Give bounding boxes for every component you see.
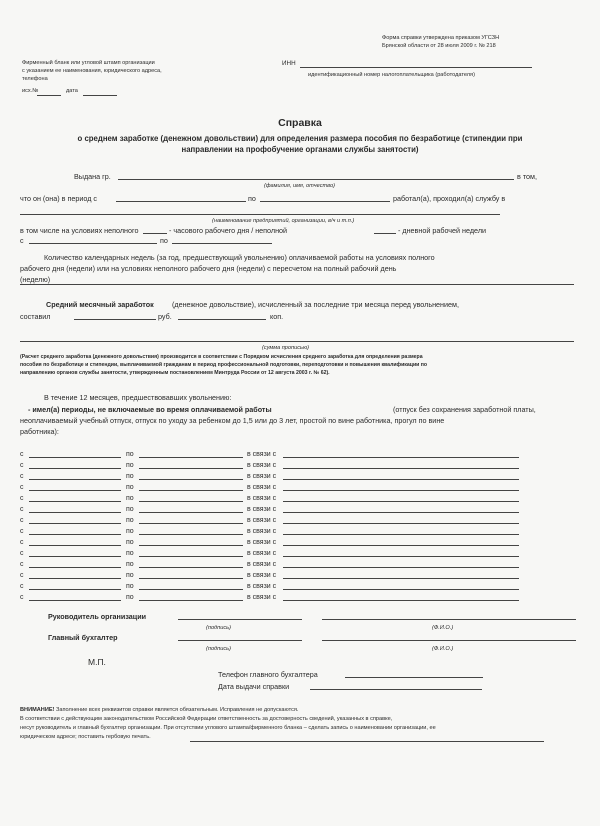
period-row-to-field[interactable] xyxy=(139,589,243,590)
approval-line-1: Форма справки утверждена приказом УГСЗН xyxy=(382,35,500,41)
kopecks-label: коп. xyxy=(270,312,284,321)
period-row-from-field[interactable] xyxy=(29,534,121,535)
periods-label-2: неоплачиваемый учебный отпуск, отпуск по уходу за ребенком до 1,5 или до 3 лет, простой по вине работника, прогул по вине xyxy=(20,416,445,425)
issue-date-field[interactable] xyxy=(310,689,482,690)
period-row-from-field[interactable] xyxy=(29,468,121,469)
period-row-reason-label: в связи с xyxy=(247,550,277,557)
period-row-from-field[interactable] xyxy=(29,523,121,524)
organization-field[interactable] xyxy=(20,214,500,215)
period-row-to-field[interactable] xyxy=(139,567,243,568)
stamp-line-3: телефона xyxy=(22,76,48,82)
fio-field[interactable] xyxy=(118,179,514,180)
period-row-from-label: с xyxy=(20,451,24,458)
accountant-fio-caption: (Ф.И.О.) xyxy=(432,646,454,652)
accountant-signature-caption: (подпись) xyxy=(206,646,231,652)
outgoing-number-field[interactable] xyxy=(37,95,61,96)
period-row-reason-label: в связи с xyxy=(247,473,277,480)
period-row-from-field[interactable] xyxy=(29,501,121,502)
partial-from-label: с xyxy=(20,236,24,245)
partial-to-field[interactable] xyxy=(172,243,272,244)
period-to-label: по xyxy=(248,194,256,203)
period-row-reason-label: в связи с xyxy=(247,528,277,535)
issued-to-label: Выдана гр. xyxy=(74,172,111,181)
head-fio-caption: (Ф.И.О.) xyxy=(432,625,454,631)
inn-field[interactable] xyxy=(300,67,532,68)
inn-caption: идентификационный номер налогоплательщика (работодателя) xyxy=(308,72,475,78)
period-row-from-field[interactable] xyxy=(29,578,121,579)
period-to-field[interactable] xyxy=(260,201,390,202)
period-row-to-label: по xyxy=(126,594,134,601)
period-row-reason-field[interactable] xyxy=(283,545,519,546)
period-row-from-label: с xyxy=(20,495,24,502)
period-row-to-label: по xyxy=(126,495,134,502)
period-row-reason-label: в связи с xyxy=(247,484,277,491)
period-row-from-label: с xyxy=(20,473,24,480)
head-signature-field[interactable] xyxy=(178,619,302,620)
period-row-to-label: по xyxy=(126,484,134,491)
period-from-field[interactable] xyxy=(116,201,246,202)
partial-label-1: в том числе на условиях неполного xyxy=(20,226,139,235)
rubles-label: руб. xyxy=(158,312,172,321)
period-row-reason-field[interactable] xyxy=(283,600,519,601)
document-subtitle-line-2: направлении на профобучение органами службы занятости) xyxy=(181,145,419,154)
period-row-reason-field[interactable] xyxy=(283,512,519,513)
accountant-fio-field[interactable] xyxy=(322,640,576,641)
period-row-reason-label: в связи с xyxy=(247,506,277,513)
partial-label-3: - дневной рабочей недели xyxy=(398,226,487,235)
rubles-field[interactable] xyxy=(74,319,156,320)
kopecks-field[interactable] xyxy=(178,319,266,320)
stamp-line-2: с указанием ее наименования, юридического адреса, xyxy=(22,68,162,74)
partial-from-field[interactable] xyxy=(29,243,157,244)
worked-label: работал(а), проходил(а) службу в xyxy=(393,194,506,203)
period-row-to-label: по xyxy=(126,583,134,590)
period-row-to-field[interactable] xyxy=(139,490,243,491)
period-row-from-label: с xyxy=(20,484,24,491)
period-row-from-label: с xyxy=(20,572,24,579)
period-row-reason-label: в связи с xyxy=(247,583,277,590)
period-row-to-field[interactable] xyxy=(139,534,243,535)
calc-note-3: направлению органов службы занятости, утвержденным постановлением Минтруда России от 12 августа 2003 г. № 62). xyxy=(20,370,330,376)
partial-hours-field[interactable] xyxy=(143,233,167,234)
amount-words-caption: (сумма прописью) xyxy=(262,345,310,351)
weeks-text-1: Количество календарных недель (за год, предшествующий увольнению) оплачиваемой работы на условиях полного xyxy=(44,253,435,262)
fio-caption: (фамилия, имя, отчество) xyxy=(264,183,335,189)
footer-org-note-field[interactable] xyxy=(190,741,544,742)
period-row-to-field[interactable] xyxy=(139,578,243,579)
period-row-reason-field[interactable] xyxy=(283,567,519,568)
period-row-reason-label: в связи с xyxy=(247,451,277,458)
period-row-reason-field[interactable] xyxy=(283,501,519,502)
period-row-to-label: по xyxy=(126,451,134,458)
period-row-to-label: по xyxy=(126,561,134,568)
period-row-to-field[interactable] xyxy=(139,457,243,458)
period-row-to-label: по xyxy=(126,517,134,524)
period-row-from-label: с xyxy=(20,462,24,469)
period-row-reason-field[interactable] xyxy=(283,534,519,535)
document-title: Справка xyxy=(278,117,322,129)
period-row-from-field[interactable] xyxy=(29,556,121,557)
period-row-to-field[interactable] xyxy=(139,523,243,524)
period-row-to-label: по xyxy=(126,473,134,480)
weeks-text-2: рабочего дня (недели) или на условиях неполного рабочего дня (недели) с пересчетом на полный рабочий день xyxy=(20,264,397,273)
period-row-reason-field[interactable] xyxy=(283,523,519,524)
period-row-reason-label: в связи с xyxy=(247,572,277,579)
period-row-to-label: по xyxy=(126,528,134,535)
footer-line-1-text: Заполнение всех реквизитов справки является обязательным. Исправления не допускаются. xyxy=(54,707,299,713)
period-row-reason-label: в связи с xyxy=(247,517,277,524)
organization-caption: (наименование предприятий, организации, в/ч и т.п.) xyxy=(212,218,355,224)
weeks-field[interactable] xyxy=(20,284,574,285)
period-row-from-label: с xyxy=(20,594,24,601)
avg-salary-label: Средний месячный заработок xyxy=(46,300,154,309)
partial-label-2: - часового рабочего дня / неполной xyxy=(169,226,288,235)
weeks-text-3: (неделю) xyxy=(20,275,51,284)
period-row-to-field[interactable] xyxy=(139,545,243,546)
document-subtitle-line-1: о среднем заработке (денежном довольствии) для определения размера пособия по безработице (стипендии при xyxy=(77,134,523,143)
avg-salary-text: (денежное довольствие), исчисленный за последние три месяца перед увольнением, xyxy=(172,300,459,309)
head-fio-field[interactable] xyxy=(322,619,576,620)
period-row-reason-label: в связи с xyxy=(247,561,277,568)
period-row-from-field[interactable] xyxy=(29,479,121,480)
stamp-line-1: Фирменный бланк или угловой штамп организации xyxy=(22,60,155,66)
amount-words-field[interactable] xyxy=(20,341,574,342)
date-label: дата xyxy=(66,88,78,94)
period-row-reason-label: в связи с xyxy=(247,462,277,469)
outgoing-number-label: исх.№ xyxy=(22,88,39,94)
period-row-to-label: по xyxy=(126,572,134,579)
period-row-reason-field[interactable] xyxy=(283,468,519,469)
phone-field[interactable] xyxy=(345,677,483,678)
head-label: Руководитель организации xyxy=(48,612,147,621)
approval-line-2: Брянской области от 28 июля 2009 г. № 218 xyxy=(382,43,496,49)
date-field[interactable] xyxy=(83,95,117,96)
period-row-reason-field[interactable] xyxy=(283,479,519,480)
period-row-reason-label: в связи с xyxy=(247,495,277,502)
period-row-reason-label: в связи с xyxy=(247,539,277,546)
period-row-reason-label: в связи с xyxy=(247,594,277,601)
amount-label: составил xyxy=(20,312,51,321)
he-she-label: в том, xyxy=(517,172,537,181)
phone-label: Телефон главного бухгалтера xyxy=(218,670,318,679)
inn-label: ИНН xyxy=(282,60,296,67)
periods-label-rest: (отпуск без сохранения заработной платы, xyxy=(393,405,536,414)
period-row-from-label: с xyxy=(20,561,24,568)
period-row-from-label: с xyxy=(20,506,24,513)
issue-date-label: Дата выдачи справки xyxy=(218,682,290,691)
period-row-to-field[interactable] xyxy=(139,479,243,480)
period-row-to-field[interactable] xyxy=(139,556,243,557)
period-row-to-label: по xyxy=(126,462,134,469)
period-row-reason-field[interactable] xyxy=(283,556,519,557)
period-row-from-field[interactable] xyxy=(29,567,121,568)
partial-days-field[interactable] xyxy=(374,233,396,234)
period-row-reason-field[interactable] xyxy=(283,490,519,491)
periods-label-3: работника): xyxy=(20,427,59,436)
period-row-from-field[interactable] xyxy=(29,600,121,601)
period-row-to-field[interactable] xyxy=(139,600,243,601)
period-row-from-field[interactable] xyxy=(29,457,121,458)
period-row-to-label: по xyxy=(126,550,134,557)
attention-label: ВНИМАНИЕ! xyxy=(20,707,55,713)
period-label: что он (она) в период с xyxy=(20,194,98,203)
period-row-from-field[interactable] xyxy=(29,512,121,513)
period-row-from-label: с xyxy=(20,550,24,557)
accountant-label: Главный бухгалтер xyxy=(48,633,118,642)
period-row-from-field[interactable] xyxy=(29,490,121,491)
accountant-signature-field[interactable] xyxy=(178,640,302,641)
period-row-reason-field[interactable] xyxy=(283,589,519,590)
period-row-from-label: с xyxy=(20,528,24,535)
period-row-to-label: по xyxy=(126,539,134,546)
calc-note-1: (Расчет среднего заработка (денежного довольствия) производится в соответствии с Порядком исчисления среднего заработка для определения размера xyxy=(20,354,423,360)
period-row-from-label: с xyxy=(20,539,24,546)
period-row-reason-field[interactable] xyxy=(283,578,519,579)
period-row-to-field[interactable] xyxy=(139,501,243,502)
stamp-place-label: М.П. xyxy=(88,657,106,667)
calc-note-2: пособия по безработице и стипендии, выплачиваемой гражданам в период профессиональной подготовки, переподготовки и повышения квалификации по xyxy=(20,362,428,368)
periods-label-bold: - имел(а) периоды, не включаемые во время оплачиваемой работы xyxy=(28,405,272,414)
period-row-from-label: с xyxy=(20,517,24,524)
period-row-from-label: с xyxy=(20,583,24,590)
footer-line-1 xyxy=(20,707,298,714)
footer-line-4: юридическом адресе; поставить гербовую печать. xyxy=(20,734,151,740)
footer-line-3: несут руководитель и главный бухгалтер организации. При отсутствии углового штампа/фирменного бланка – сделать запись о наименовании организации, ее xyxy=(20,725,436,731)
period-row-to-field[interactable] xyxy=(139,468,243,469)
footer-line-2: В соответствии с действующим законодательством Российской Федерации ответственность за достоверность сведений, указанных в справке, xyxy=(20,716,393,722)
period-row-from-field[interactable] xyxy=(29,545,121,546)
head-signature-caption: (подпись) xyxy=(206,625,231,631)
period-row-reason-field[interactable] xyxy=(283,457,519,458)
partial-to-label: по xyxy=(160,236,168,245)
period-row-to-label: по xyxy=(126,506,134,513)
period-row-from-field[interactable] xyxy=(29,589,121,590)
period-row-to-field[interactable] xyxy=(139,512,243,513)
twelve-months-label: В течение 12 месяцев, предшествовавших увольнению: xyxy=(44,393,232,402)
